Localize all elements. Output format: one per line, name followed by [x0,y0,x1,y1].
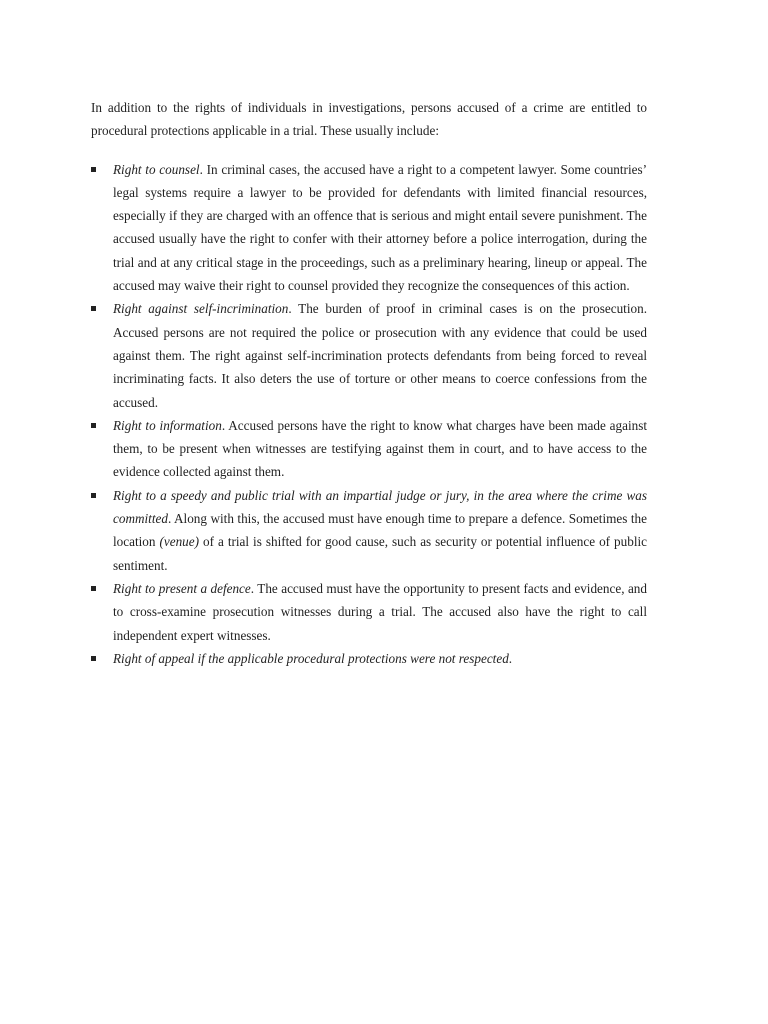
rights-list [91,158,647,671]
item-title-period: . [288,301,292,317]
item-title: Right against self-incrimination [113,301,289,317]
item-body: In criminal cases, the accused have a right to a competent lawyer. Some countries’ legal systems require a lawyer to be provided for defendants with limited financial resources, especially if they are charged with an offence that is serious and might entail severe punishment. The accused usually have the right to confer with their attorney before a police interrogation, during the trial and at any critical stage in the proceedings, such as a preliminary hearing, lineup or appeal. The accused may waive their right to counsel provided they recognize the consequences of this action. [113,161,647,294]
square-bullet-icon [91,493,96,498]
item-body-italic: (venue) [159,534,200,550]
item-body: Accused persons have the right to know what charges have been made against them, to be present when witnesses are testifying against them in court, and to have access to the evidence collected against them. [113,417,648,480]
item-body: The burden of proof in criminal cases is on the prosecution. Accused persons are not required the police or prosecution with any evidence that could be used against them. The right against self-incrimination protects defendants from being forced to reveal incriminating facts. It also deters the use of torture or other means to coerce confessions from the accused. [113,301,647,410]
list-item-right-against-self-incrimination [91,297,647,413]
item-title-period: . [250,580,255,596]
item-title-period: . [508,650,513,666]
list-item-right-to-counsel [91,158,647,298]
list-item-right-to-speedy-trial [91,484,647,577]
item-title: Right to information [113,417,222,433]
item-title: Right of appeal if the applicable procedural protections were not respected [113,650,509,666]
document-page [91,96,647,670]
item-body: The accused must have the opportunity to present facts and evidence, and to cross-examine prosecution witnesses during a trial. The accused also have the right to call independent expert witnesses. [113,580,647,643]
list-item-right-to-present-defence [91,577,647,647]
square-bullet-icon [91,586,96,591]
item-title: Right to present a defence [113,580,251,596]
item-title-period: . [199,161,203,177]
square-bullet-icon [91,167,96,172]
item-title-period: . [221,417,226,433]
square-bullet-icon [91,306,96,311]
square-bullet-icon [91,656,96,661]
list-item-right-of-appeal [91,647,647,670]
item-title: Right to counsel [113,161,200,177]
list-item-right-to-information [91,414,647,484]
item-body-before: Along with this, the accused must have enough time to prepare a defence. Sometimes the location [113,511,647,550]
item-body-after: of a trial is shifted for good cause, such as security or potential influence of public sentiment. [113,534,648,573]
square-bullet-icon [91,423,96,428]
intro-paragraph: In addition to the rights of individuals in investigations, persons accused of a crime are entitled to procedural protections applicable in a trial. These usually include: [91,100,647,139]
item-title: Right to a speedy and public trial with an impartial judge or jury, in the area where the crime was committed [113,487,647,527]
item-title-period: . [167,511,172,527]
